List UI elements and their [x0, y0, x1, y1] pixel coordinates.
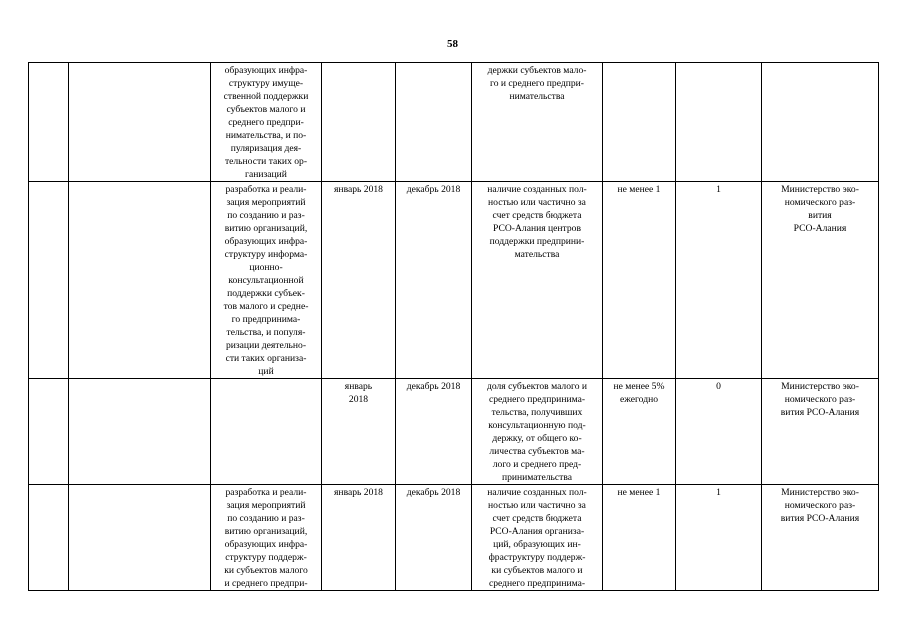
start-date: январь 2018 [334, 184, 383, 195]
indicator-cell [472, 485, 603, 591]
indicator-text: наличие созданных пол- ностью или частично за счет средств бюджета РСО-Алания центров поддержки предприни- мательства [487, 184, 587, 260]
activity-cell [211, 182, 322, 379]
responsible-cell [762, 182, 879, 379]
table-row [29, 379, 879, 485]
indicator-text: наличие созданных пол- ностью или частично за счет средств бюджета РСО-Алания организа- ций, образующих ин- фраструктуру поддерж- ки субъектов малого и среднего предпринима- [487, 487, 587, 589]
actual-value: 1 [716, 184, 721, 195]
indicator-cell [472, 63, 603, 182]
actual-value-cell [676, 379, 762, 485]
page-number: 58 [447, 38, 458, 50]
indicator-cell [472, 182, 603, 379]
table-row [29, 485, 879, 591]
activity-cell [211, 485, 322, 591]
actual-value-cell [676, 182, 762, 379]
indicator-cell [472, 379, 603, 485]
plan-table [28, 62, 879, 591]
start-date: январь 2018 [344, 381, 373, 405]
end-date: декабрь 2018 [406, 184, 461, 195]
indicator-text: держки субъектов мало- го и среднего предпри- нимательства [487, 65, 587, 102]
actual-value-cell [676, 63, 762, 182]
start-date-cell [322, 379, 396, 485]
activity-cell [211, 379, 322, 485]
start-date: январь 2018 [334, 487, 383, 498]
responsible-text: Министерство эко- номического раз- вития РСО-Алания [780, 381, 860, 418]
responsible-text: Министерство эко- номического раз- вития РСО-Алания [780, 487, 860, 524]
activity-text: разработка и реали- зация мероприятий по созданию и раз- витию организаций, образующих инфра- структуру поддерж- ки субъектов малого и среднего предпри- [224, 487, 308, 589]
start-date-cell [322, 485, 396, 591]
task-cell [69, 485, 211, 591]
target-value-cell [603, 379, 676, 485]
task-cell [69, 379, 211, 485]
task-cell [69, 182, 211, 379]
end-date-cell [396, 182, 472, 379]
target-value: не менее 1 [617, 184, 661, 195]
table-row [29, 63, 879, 182]
target-value-cell [603, 63, 676, 182]
activity-cell [211, 63, 322, 182]
row-number-cell [29, 63, 69, 182]
end-date-cell [396, 485, 472, 591]
indicator-text: доля субъектов малого и среднего предпринима- тельства, получивших консультационную под- держку, от общего ко- личества субъектов ма- лого и среднего пред- принимательства [486, 381, 588, 483]
responsible-cell [762, 379, 879, 485]
responsible-cell [762, 485, 879, 591]
end-date-cell [396, 63, 472, 182]
task-cell [69, 63, 211, 182]
target-value: не менее 5% ежегодно [613, 381, 665, 405]
activity-text: разработка и реали- зация мероприятий по созданию и раз- витию организаций, образующих инфра- структуру информа- ционно- консультационной поддержки субъек- тов малого и средне- го предпринима- тельства, и популя- ризации деятельно- сти таких организа- ций [223, 184, 309, 377]
start-date-cell [322, 63, 396, 182]
start-date-cell [322, 182, 396, 379]
end-date: декабрь 2018 [406, 381, 461, 392]
actual-value: 1 [716, 487, 721, 498]
row-number-cell [29, 182, 69, 379]
responsible-text: Министерство эко- номического раз- вития РСО-Алания [781, 184, 859, 234]
row-number-cell [29, 485, 69, 591]
responsible-cell [762, 63, 879, 182]
target-value-cell [603, 182, 676, 379]
actual-value: 0 [716, 381, 721, 392]
target-value: не менее 1 [617, 487, 661, 498]
table-row [29, 182, 879, 379]
target-value-cell [603, 485, 676, 591]
row-number-cell [29, 379, 69, 485]
end-date-cell [396, 379, 472, 485]
activity-text: образующих инфра- структуру имуще- ственной поддержки субъектов малого и среднего предпри- нимательства, и по- пуляризация дея- тельности таких ор- ганизаций [223, 65, 309, 180]
end-date: декабрь 2018 [406, 487, 461, 498]
actual-value-cell [676, 485, 762, 591]
